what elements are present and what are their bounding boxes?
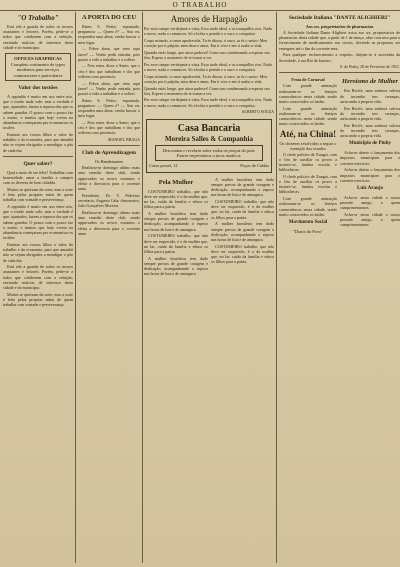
article-subheading: Os chineses resolvidos a seguir o exemplo dos estados bbox=[279, 140, 337, 151]
article-paragraph: A mulher brasileira tem dado sempre provas de grande coragem e dedicação, acompanhando o esposo nas horas de luta e de amargura. bbox=[144, 211, 208, 232]
article-heading: Valor dos tostões bbox=[18, 85, 58, 92]
article-subheading: "Diario do Povo" bbox=[293, 228, 323, 234]
author-signature: MANOEL BRAGA bbox=[108, 137, 140, 143]
divider bbox=[279, 72, 400, 73]
divider bbox=[78, 145, 140, 146]
article-paragraph: A Sociedade Italiana Dante Alighieri avisa aos srs. proprietarios de pharmacias desta cidade que, a partir de 1 de março, abre concurso para o fornecimento de medicamentos aos socios, devendo as propostas ser entregues até o fim do corrente mez. bbox=[279, 30, 400, 51]
article-paragraph: Acha-se aberto o lançamento dos impostos municipaes para o corrente exercicio. bbox=[340, 167, 400, 183]
article-subheading: Os Bandeirantes bbox=[94, 159, 124, 165]
column-rule bbox=[75, 12, 76, 563]
article-paragraph: Muitos se queixam da sorte, mas a sorte é feita pelas proprias mãos de quem trabalha com vontade e perseverança. bbox=[3, 291, 73, 308]
article-paragraph: Em Recife, uma senhora salvou do incendio tres creanças, arriscando a propria vida. bbox=[340, 88, 400, 104]
lower-left bbox=[279, 76, 337, 235]
article-paragraph: — Pobre alma, que vens aqui fazer? — Venho pedir entrada, pois passei a vida a trabalhar e a soffrer. bbox=[78, 80, 140, 96]
article-paragraph: A mulher brasileira tem dado sempre provas de grande coragem e dedicação, acompanhando o esposo nas horas de luta e de amargura. bbox=[144, 255, 208, 277]
lower-right bbox=[340, 76, 400, 235]
article-paragraph: O chefe politico de Xangai, com o fim de auxiliar os povos a instruir-se, fundou escolas e bibliothecas. bbox=[279, 173, 337, 195]
lower-split bbox=[144, 177, 274, 278]
author-signature: ALBERTO SOUZA bbox=[241, 109, 274, 115]
article-paragraph: A oppinião é muito em uso entre nós, que o tostão nada vale; mas a verdade é que, ajuntados, fazem a riqueza dos que os sabem guardar. O pouco com o pouco faz o muito, e muitos que hoje vivem na abundancia começaram por economisar os tostões. bbox=[3, 203, 73, 241]
article-paragraph: COSTUMEIRO trabalho, que não deve ser esquecido, é o da mulher que, no lar, cuida da familia e educa os filhos para a patria. bbox=[144, 188, 208, 210]
article-paragraph: Muitos se queixam da sorte, mas a sorte é feita pelas proprias mãos de quem trabalha com vontade e perseverança. bbox=[3, 186, 73, 203]
article-heading: Movimento Social bbox=[288, 219, 328, 225]
article-paragraph: A mulher brasileira tem dado sempre provas de grande coragem e dedicação, acompanhando o esposo nas horas de luta e de amargura. bbox=[211, 221, 274, 242]
article-heading: Club de Aprendizagem bbox=[82, 150, 136, 157]
article-heading: Quer saber? bbox=[23, 160, 53, 167]
article-paragraph: A mulher brasileira tem dado sempre provas de grande coragem e dedicação, acompanhando o esposo nas horas de luta e de amargura. bbox=[211, 176, 274, 198]
notice-text: Completo sortimento de typos modernos para serviços commerciaes e particulares bbox=[10, 61, 66, 78]
article-paragraph: Bateu S. Pedro, espantado, perguntou: — Quem é? — Sou eu, respondeu uma alma, venho buscar o meu logar. bbox=[78, 24, 140, 45]
poem-stanza: Por esse campo verdejante a vista, Essa tarde ideal, e os tranquillos rios, Nada o move, nada o commove, Só a bolsa o prende e o ouro o conquista. bbox=[144, 97, 272, 108]
divider bbox=[3, 156, 73, 157]
article-paragraph: A oppinião é muito em uso entre nós, que o tostão nada vale; mas a verdade é que, ajuntados, fazem a riqueza dos que os sabem guardar. O pouco com o pouco faz o muito, e muitos que hoje vivem na abundancia começaram por economisar os tostões. bbox=[3, 94, 73, 131]
article-subheading: Aos srs. proprietarios de pharmacias bbox=[305, 24, 374, 29]
lower-left bbox=[144, 177, 208, 278]
article-paragraph: — Pobre alma, que vens aqui fazer? — Venho pedir entrada, pois passei a vida a trabalhar e a soffrer. bbox=[78, 46, 140, 62]
article-paragraph: Presidente, Dr. V. Pedreira; secretario, Augusto Cala; thesoureiro, João Gonçalves Moreira. bbox=[78, 192, 140, 209]
article-paragraph: COSTUMEIRO trabalho, que não deve ser esquecido, é o da mulher que, no lar, cuida da familia e educa os filhos para a patria. bbox=[144, 233, 208, 254]
article-paragraph: Em Recife, uma senhora salvou do incendio tres creanças, arriscando a propria vida. bbox=[340, 122, 400, 139]
poem-title: Amores de Harpagão bbox=[170, 14, 248, 24]
article-paragraph: Ensinae aos vossos filhos o valor do trabalho e da economia, para que amanhã não se vejam obrigados a mendigar o pão de cada dia. bbox=[3, 241, 73, 263]
article-paragraph: Qual o meio de ser feliz? Trabalhar com honestidade, amar a familia e cumprir com os deveres de bom cidadão. bbox=[3, 169, 73, 186]
article-heading: Pela Mulher bbox=[158, 178, 194, 186]
masthead: O TRABALHO bbox=[0, 0, 400, 11]
article-paragraph: Bateu S. Pedro, espantado, perguntou: — Quem é? — Sou eu, respondeu uma alma, venho buscar o meu logar. bbox=[78, 97, 140, 119]
column-rule bbox=[276, 12, 277, 563]
article-heading: Municipio de Piuhy bbox=[349, 141, 391, 147]
article-paragraph: Acha-se nesta cidade o nosso prezado amigo, a quem cumprimentamos. bbox=[340, 194, 400, 211]
column-4 bbox=[279, 12, 400, 563]
bank-advertisement bbox=[146, 119, 272, 173]
article-paragraph: Com grande animação realizaram-se os festejos carnavalescos nesta cidade, sendo muito concorridos os bailes. bbox=[279, 196, 337, 217]
poem-stanza: Quando estás longe, que atroz padecer! Como um condemnado a esperar seu fim, Espero o momento de te tornar a ver. bbox=[144, 85, 270, 96]
article-paragraph: Acha-se nesta cidade o nosso prezado amigo, a quem cumprimentamos. bbox=[340, 212, 400, 228]
article-heading: "O Trabalho" bbox=[17, 14, 59, 22]
poem-stanza: Corpo minado, a carne apodrecida, Tu és ditoso, ó ouro, tu és o unico: Meu coração por ti palpita, meu deus e amor, Em ti vivo e em ti acabo a vida. bbox=[144, 37, 268, 49]
article-paragraph: Com grande animação realizaram-se os festejos carnavalescos nesta cidade, sendo muito concorridos os bailes. bbox=[279, 83, 337, 105]
notice-title: OFFICES GRAPHICAS bbox=[14, 56, 62, 62]
article-subheading: Festa de Carnaval bbox=[291, 77, 325, 83]
ad-company-name: Moreira Salles & Companhia bbox=[165, 134, 253, 143]
poem-stanza: Por esse campo verdejante a vista, Essa tarde ideal, e os tranquillos rios, Nada o move, nada o commove, Só a bolsa o prende e o ouro o conquista. bbox=[144, 26, 272, 37]
article-paragraph: — Pois entra, disse o Santo, que o céu é dos que trabalham e dos que soffrem com paciencia. bbox=[78, 119, 140, 136]
lower-right bbox=[211, 177, 274, 278]
article-paragraph: Realizou-se domingo ultimo mais uma reunião deste club, sendo approvados os novos estatutos e eleita a directoria para o corrente anno. bbox=[78, 209, 140, 236]
poem-stanza: Quando estás longe, que atroz padecer! Como um condemnado a esperar seu fim, Espero o momento de te tornar a ver. bbox=[144, 49, 270, 61]
poem-stanza: Corpo minado, a carne apodrecida, Tu és ditoso, ó ouro, tu és o unico: Meu coração por ti palpita, meu deus e amor, Em ti vivo e em ti acabo a vida. bbox=[144, 73, 268, 84]
article-paragraph: Acha-se aberto o lançamento dos impostos municipaes para o corrente exercicio. bbox=[340, 150, 400, 166]
notice-box bbox=[5, 53, 71, 81]
ad-location: Poços de Caldas bbox=[240, 163, 269, 169]
ad-title: Casa Bancaria bbox=[177, 122, 241, 134]
ad-footer bbox=[149, 163, 269, 168]
article-paragraph: Em Recife, uma senhora salvou do incendio tres creanças, arriscando a propria vida. bbox=[340, 105, 400, 121]
article-heading: Luiz Araujo bbox=[357, 185, 383, 191]
article-heading: Sociedade Italiana "DANTE ALIGHIERI" bbox=[288, 15, 391, 21]
article-paragraph: Com grande animação realizaram-se os festejos carnavalescos nesta cidade, sendo muito concorridos os bailes. bbox=[279, 105, 337, 127]
article-heading: A PORTA DO CEU bbox=[81, 14, 137, 21]
article-paragraph: O chefe politico de Xangai, com o fim de auxiliar os povos a instruir-se, fundou escolas e bibliothecas. bbox=[279, 151, 337, 173]
article-paragraph: — Pois entra, disse o Santo, que o céu é dos que trabalham e dos que soffrem com paciencia. bbox=[78, 63, 140, 79]
article-paragraph: Está sob a guarda de todos os nossos assinantes e leitores. Porém, pede-se a todos que colaborem com a redação, enviando noticias de interesse desta cidade e do municipio. bbox=[3, 264, 73, 291]
article-paragraph: COSTUMEIRO trabalho, que não deve ser esquecido, é o da mulher que, no lar, cuida da familia e educa os filhos para a patria. bbox=[211, 199, 274, 220]
ad-description: Descontam e recebem sobre todas as praças do paiz. Fazem emprestimos a juros modicos. bbox=[155, 145, 263, 162]
article-paragraph: Está sob a guarda de todos os nossos assinantes e leitores. Porém, pede-se a todos que colaborem com a redação, enviando noticias de interesse desta cidade e do municipio. bbox=[3, 24, 73, 50]
article-paragraph: Ensinae aos vossos filhos o valor do trabalho e da economia, para que amanhã não se vejam obrigados a mendigar o pão de cada dia. bbox=[3, 131, 73, 153]
column-rule bbox=[142, 12, 143, 563]
lower-split bbox=[279, 76, 400, 235]
dateline: S. de Piuhy, 28 de Fevereiro de 1921. bbox=[340, 64, 400, 70]
column-3 bbox=[144, 12, 274, 563]
article-heading: Até, na China! bbox=[279, 128, 337, 139]
article-paragraph: COSTUMEIRO trabalho, que não deve ser esquecido, é o da mulher que, no lar, cuida da familia e educa os filhos para a patria. bbox=[211, 243, 274, 265]
article-heading: Heroismo de Mulher bbox=[342, 78, 398, 86]
column-1 bbox=[3, 12, 73, 563]
ad-mailbox: Caixa postal, 12 bbox=[149, 163, 178, 169]
article-paragraph: Para qualquer esclarecimento a respeito, dirijam-se á secretaria da Sociedade, á rua Rio de Janeiro. bbox=[279, 52, 400, 63]
article-paragraph: Realizou-se domingo ultimo mais uma reunião deste club, sendo approvados os novos estatutos e eleita a directoria para o corrente anno. bbox=[78, 165, 140, 192]
poem-stanza: Por esse campo verdejante a vista, Essa tarde ideal, e os tranquillos rios, Nada o move, nada o commove, Só a bolsa o prende e o ouro o conquista. bbox=[144, 61, 272, 72]
column-2 bbox=[78, 12, 140, 563]
